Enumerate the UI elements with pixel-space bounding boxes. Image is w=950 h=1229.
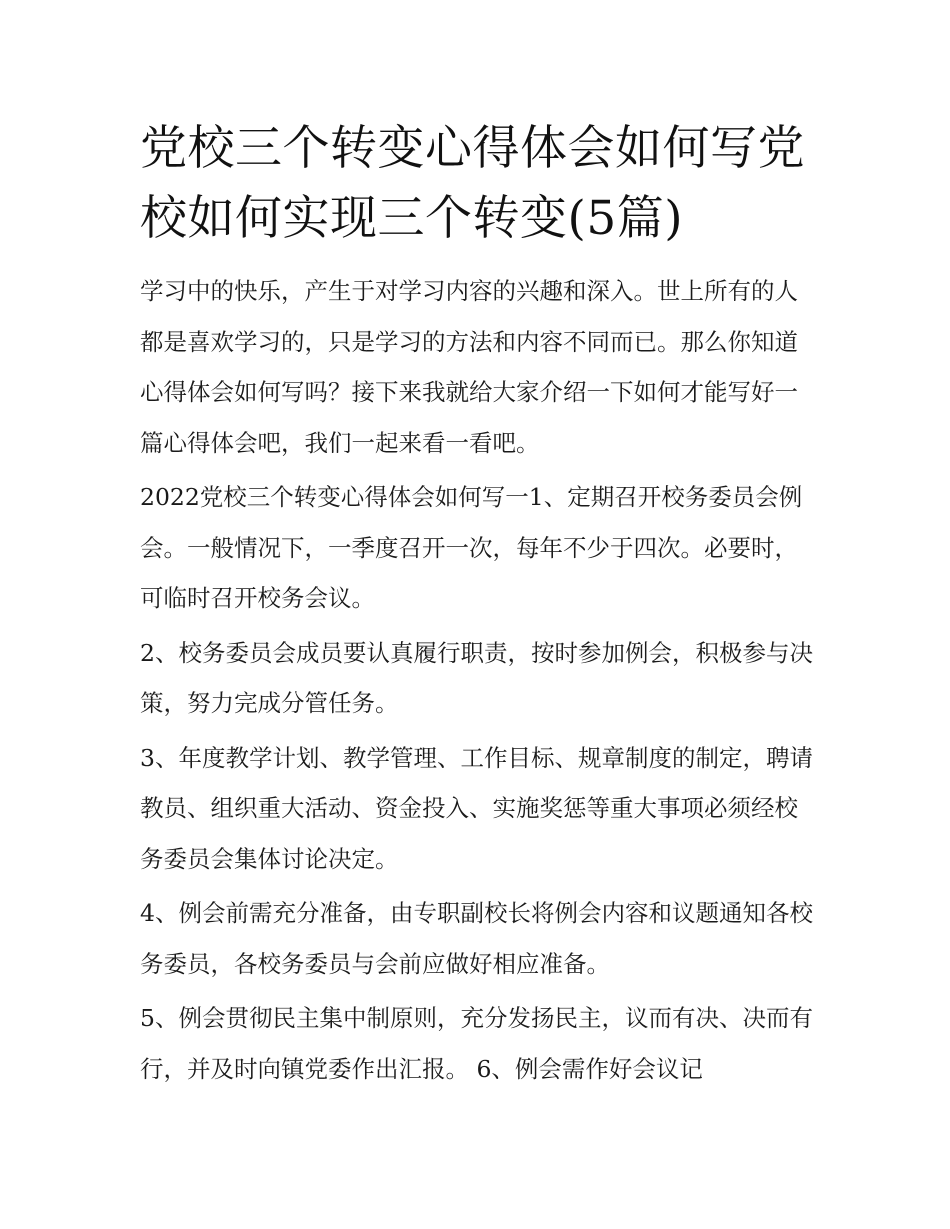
document-body xyxy=(140,114,815,1098)
paragraph-item-5: 5、例会贯彻民主集中制原则，充分发扬民主，议而有决、决而有行，并及时向镇党委作出汇报。 6、例会需作好会议记 xyxy=(140,1004,813,1083)
paragraph-item-1: 2022党校三个转变心得体会如何写一1、定期召开校务委员会例会。一般情况下，一季度召开一次，每年不少于四次。必要时，可临时召开校务会议。 xyxy=(140,483,803,612)
paragraph-intro: 学习中的快乐，产生于对学习内容的兴趣和深入。世上所有的人都是喜欢学习的，只是学习的方法和内容不同而已。那么你知道心得体会如何写吗？接下来我就给大家介绍一下如何才能写好一篇心得体会吧，我们一起来看一看吧。 xyxy=(140,277,798,457)
paragraph-item-4: 4、例会前需充分准备，由专职副校长将例会内容和议题通知各校务委员，各校务委员与会前应做好相应准备。 xyxy=(140,899,813,978)
paragraph-item-2: 2、校务委员会成员要认真履行职责，按时参加例会，积极参与决策，努力完成分管任务。 xyxy=(140,638,813,717)
paragraph-item-3: 3、年度教学计划、教学管理、工作目标、规章制度的制定，聘请教员、组织重大活动、资金投入、实施奖惩等重大事项必须经校务委员会集体讨论决定。 xyxy=(140,743,813,873)
document-title: 党校三个转变心得体会如何写党校如何实现三个转变(5篇) xyxy=(140,121,805,246)
